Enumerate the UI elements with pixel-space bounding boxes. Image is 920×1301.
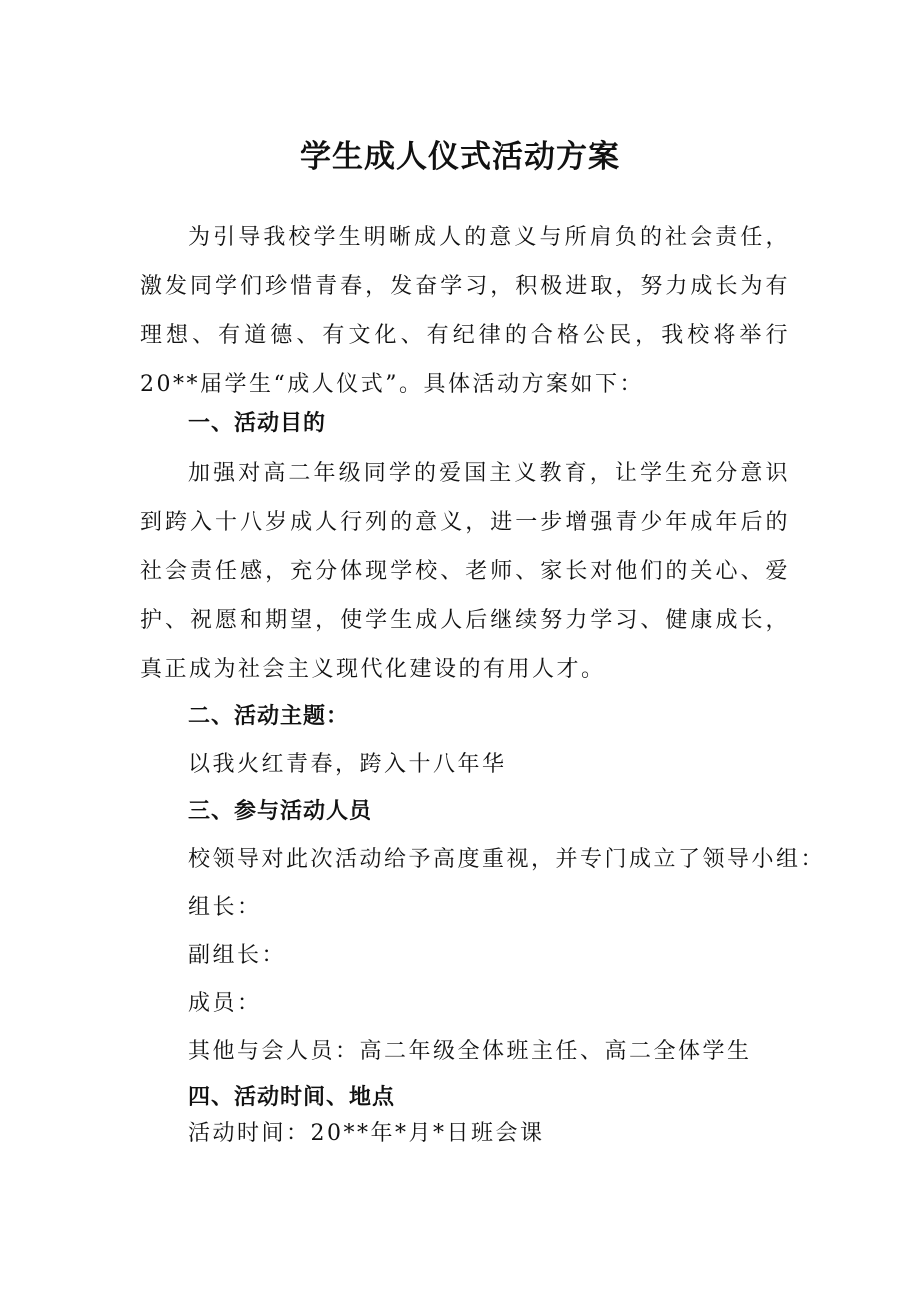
participants-members: 成员： <box>188 991 262 1016</box>
intro-paragraph: 为引导我校学生明晰成人的意义与所肩负的社会责任，激发同学们珍惜青春，发奋学习，积极进取，努力成长为有理想、有道德、有文化、有纪律的合格公民，我校将举行20**届学生“成人仪式”。具体活动方案如下： <box>140 225 790 397</box>
section-heading-participants: 三、参与活动人员 <box>188 799 373 824</box>
document-title: 学生成人仪式活动方案 <box>300 139 620 175</box>
section-heading-time-place: 四、活动时间、地点 <box>188 1085 396 1110</box>
participants-leader: 组长： <box>188 895 262 920</box>
section-heading-theme: 二、活动主题： <box>188 704 350 729</box>
participants-others: 其他与会人员：高二年级全体班主任、高二全体学生 <box>188 1039 752 1064</box>
purpose-paragraph: 加强对高二年级同学的爱国主义教育，让学生充分意识到跨入十八岁成人行列的意义，进一步增强青少年成年后的社会责任感，充分体现学校、老师、家长对他们的关心、爱护、祝愿和期望，使学生成人后继续努力学习、健康成长，真正成为社会主义现代化建设的有用人才。 <box>140 461 790 682</box>
theme-text: 以我火红青春，跨入十八年华 <box>188 752 507 777</box>
participants-intro: 校领导对此次活动给予高度重视，并专门成立了领导小组： <box>188 847 826 872</box>
participants-deputy: 副组长： <box>188 943 287 968</box>
section-heading-purpose: 一、活动目的 <box>188 411 327 436</box>
activity-time: 活动时间：20**年*月*日班会课 <box>188 1121 545 1146</box>
